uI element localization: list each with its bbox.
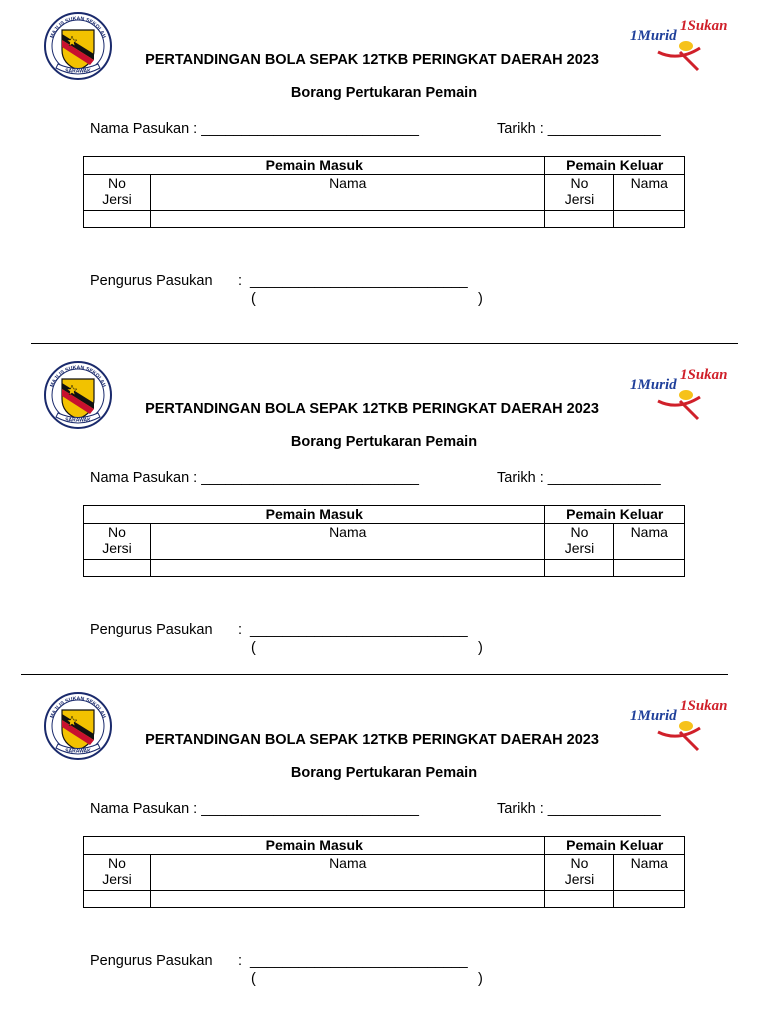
svg-text:1Sukan: 1Sukan (680, 698, 728, 714)
substitution-table (83, 156, 685, 228)
players-in-header: Pemain Masuk (84, 157, 545, 175)
players-out-header: Pemain Keluar (545, 157, 685, 175)
jersey-no-column-header: No Jersi (545, 524, 614, 560)
substitution-form (0, 0, 768, 340)
team-name-field[interactable]: Nama Pasukan : ___________________________ (90, 121, 419, 137)
form-subtitle: Borang Pertukaran Pemain (290, 434, 478, 450)
form-title: PERTANDINGAN BOLA SEPAK 12TKB PERINGKAT DAERAH 2023 (145, 401, 599, 417)
in-jersey-input-cell[interactable] (84, 891, 151, 908)
manager-name-paren-open: ( (251, 971, 256, 987)
jersey-no-column-header: No Jersi (84, 855, 151, 891)
manager-signature-line[interactable]: ___________________________ (250, 953, 468, 969)
manager-name-paren-close: ) (478, 640, 483, 656)
form-title: PERTANDINGAN BOLA SEPAK 12TKB PERINGKAT DAERAH 2023 (145, 732, 599, 748)
in-jersey-input-cell[interactable] (84, 211, 151, 228)
team-manager-label: Pengurus Pasukan (90, 273, 213, 289)
manager-name-paren-open: ( (251, 291, 256, 307)
cut-separator-line (31, 343, 738, 344)
svg-text:MAJLIS SUKAN SEKOLAH: MAJLIS SUKAN SEKOLAH (49, 364, 107, 389)
svg-text:1Sukan: 1Sukan (680, 18, 728, 34)
players-out-header: Pemain Keluar (545, 837, 685, 855)
out-jersey-input-cell[interactable] (545, 560, 614, 577)
team-name-field[interactable]: Nama Pasukan : ___________________________ (90, 470, 419, 486)
svg-text:SARAWAK: SARAWAK (65, 748, 91, 755)
jersey-no-column-header: No Jersi (545, 855, 614, 891)
svg-text:1Murid: 1Murid (630, 377, 677, 393)
name-column-header: Nama (151, 855, 545, 891)
jersey-no-column-header: No Jersi (84, 524, 151, 560)
name-column-header: Nama (614, 175, 685, 211)
svg-text:SARAWAK: SARAWAK (65, 68, 91, 75)
date-field[interactable]: Tarikh : ______________ (497, 121, 661, 137)
jersey-no-column-header: No Jersi (545, 175, 614, 211)
in-name-input-cell[interactable] (151, 211, 545, 228)
name-column-header: Nama (614, 524, 685, 560)
out-jersey-input-cell[interactable] (545, 211, 614, 228)
name-column-header: Nama (151, 175, 545, 211)
players-in-header: Pemain Masuk (84, 506, 545, 524)
date-field[interactable]: Tarikh : ______________ (497, 801, 661, 817)
in-name-input-cell[interactable] (151, 560, 545, 577)
team-manager-label: Pengurus Pasukan (90, 622, 213, 638)
manager-name-paren-close: ) (478, 971, 483, 987)
form-title: PERTANDINGAN BOLA SEPAK 12TKB PERINGKAT DAERAH 2023 (145, 52, 599, 68)
manager-signature-line[interactable]: ___________________________ (250, 273, 468, 289)
manager-name-paren-open: ( (251, 640, 256, 656)
cut-separator-line (21, 674, 728, 675)
form-subtitle: Borang Pertukaran Pemain (290, 765, 478, 781)
players-in-header: Pemain Masuk (84, 837, 545, 855)
svg-text:1Murid: 1Murid (630, 28, 677, 44)
svg-text:MAJLIS SUKAN SEKOLAH: MAJLIS SUKAN SEKOLAH (49, 695, 107, 720)
jersey-no-column-header: No Jersi (84, 175, 151, 211)
substitution-form (0, 680, 768, 1020)
manager-name-paren-close: ) (478, 291, 483, 307)
substitution-table (83, 505, 685, 577)
svg-text:MAJLIS SUKAN SEKOLAH: MAJLIS SUKAN SEKOLAH (49, 15, 107, 40)
form-subtitle: Borang Pertukaran Pemain (290, 85, 478, 101)
manager-colon: : (238, 953, 243, 969)
team-manager-label: Pengurus Pasukan (90, 953, 213, 969)
msss-crest-logo (42, 690, 114, 762)
msss-crest-logo (42, 10, 114, 82)
team-name-field[interactable]: Nama Pasukan : ___________________________ (90, 801, 419, 817)
in-jersey-input-cell[interactable] (84, 560, 151, 577)
date-field[interactable]: Tarikh : ______________ (497, 470, 661, 486)
in-name-input-cell[interactable] (151, 891, 545, 908)
manager-signature-line[interactable]: ___________________________ (250, 622, 468, 638)
name-column-header: Nama (614, 855, 685, 891)
name-column-header: Nama (151, 524, 545, 560)
substitution-form (0, 349, 768, 689)
msss-crest-logo (42, 359, 114, 431)
out-name-input-cell[interactable] (614, 560, 685, 577)
out-name-input-cell[interactable] (614, 891, 685, 908)
svg-text:SARAWAK: SARAWAK (65, 417, 91, 424)
svg-text:1Sukan: 1Sukan (680, 367, 728, 383)
substitution-table (83, 836, 685, 908)
manager-colon: : (238, 273, 243, 289)
svg-text:1Murid: 1Murid (630, 708, 677, 724)
players-out-header: Pemain Keluar (545, 506, 685, 524)
out-jersey-input-cell[interactable] (545, 891, 614, 908)
manager-colon: : (238, 622, 243, 638)
out-name-input-cell[interactable] (614, 211, 685, 228)
